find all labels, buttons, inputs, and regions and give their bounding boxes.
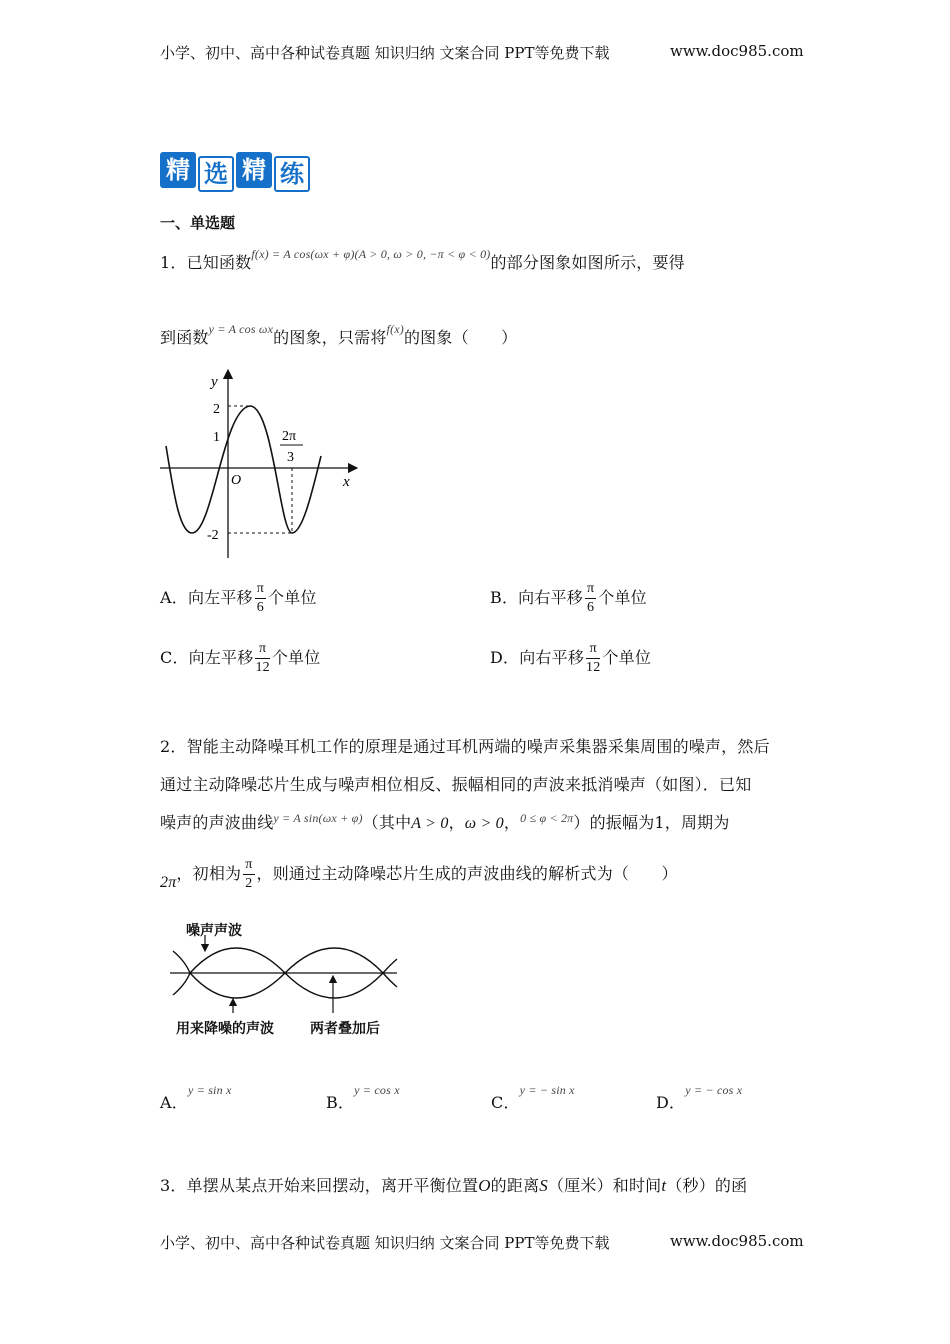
q2-line3-prefix: 噪声的声波曲线 <box>160 813 274 832</box>
q1-option-b-frac <box>585 582 596 615</box>
header-text: 小学、初中、高中各种试卷真题 知识归纳 文案合同 PPT等免费下载 <box>160 44 610 62</box>
y-label: y <box>211 374 218 390</box>
tick-2: 2 <box>213 402 220 417</box>
footer-url: www.doc985.com <box>670 1232 804 1250</box>
q1-option-c-pre: C．向左平移 <box>160 648 254 667</box>
q1-option-c-post: 个单位 <box>271 648 321 667</box>
q2-option-d-label: D． <box>656 1093 686 1112</box>
q1-option-a-post: 个单位 <box>268 588 317 607</box>
frac-den: 12 <box>255 660 270 675</box>
q1-fx: f(x) <box>386 322 404 336</box>
q2-line3 <box>160 810 730 833</box>
q1-option-b-pre: B．向右平移 <box>490 588 583 607</box>
q2-line3-a: （其中 <box>362 813 412 832</box>
q2-option-c-label: C． <box>491 1093 520 1112</box>
tick-neg2: -2 <box>207 528 219 543</box>
q1-line1 <box>160 247 685 273</box>
frac-num: π <box>586 642 600 659</box>
badge-char-1: 精 <box>160 152 196 188</box>
frac-den: 6 <box>587 600 595 615</box>
q1-suffix: 的部分图象如图所示，要得 <box>490 253 685 272</box>
q3-o: O <box>478 1176 491 1195</box>
q3-c: （厘米）和时间 <box>547 1176 662 1195</box>
q1-option-b-post: 个单位 <box>598 588 647 607</box>
q1-prefix: 1．已知函数 <box>160 253 252 272</box>
q3-line1 <box>160 1173 747 1196</box>
q1-option-a-frac <box>255 582 266 615</box>
footer-text: 小学、初中、高中各种试卷真题 知识归纳 文案合同 PPT等免费下载 <box>160 1234 610 1252</box>
q1-target: y = A cos ωx <box>208 322 274 336</box>
q3-b: 的距离 <box>490 1176 540 1195</box>
q2-line3-b: ）的振幅为1，周期为 <box>573 813 730 832</box>
q1-option-c-frac <box>255 642 269 675</box>
frac-den: 6 <box>256 600 264 615</box>
q2-curve: y = A sin(ωx + φ) <box>273 811 363 825</box>
origin-label: O <box>231 473 242 488</box>
q2-option-d-expr: y = − cos x <box>685 1083 743 1097</box>
badge-char-4: 练 <box>274 156 310 192</box>
q1-line2-prefix: 到函数 <box>160 328 209 347</box>
q2-cond1: A > 0 <box>411 815 449 832</box>
x-label: x <box>343 474 350 490</box>
label-noise-wave: 噪声声波 <box>186 923 242 939</box>
q2-wave-figure <box>165 935 405 1020</box>
q2-comma-2: ， <box>503 813 521 832</box>
q2-option-a-expr: y = sin x <box>187 1083 232 1097</box>
q1-line2 <box>160 322 518 348</box>
q2-phase-frac <box>243 858 254 891</box>
q1-option-d-post: 个单位 <box>602 648 652 667</box>
q2-line2: 通过主动降噪芯片生成与噪声相位相反、振幅相同的声波来抵消噪声（如图）．已知 <box>160 775 752 794</box>
q2-line4-b: ，则通过主动降噪芯片生成的声波曲线的解析式为（ ） <box>256 864 678 883</box>
label-cancel-wave: 用来降噪的声波 <box>176 1021 274 1037</box>
q2-cond3: 0 ≤ φ < 2π <box>520 811 574 825</box>
tick-1: 1 <box>213 430 220 445</box>
q2-cond2: ω > 0 <box>464 815 504 832</box>
frac-den: 12 <box>586 660 601 675</box>
q2-option-c-expr: y = − sin x <box>519 1083 575 1097</box>
frac-num: π <box>255 642 269 659</box>
q2-option-d[interactable] <box>656 1083 743 1113</box>
section-badge <box>160 152 312 192</box>
frac-num: π <box>255 582 266 599</box>
q1-option-a-pre: A．向左平移 <box>160 588 253 607</box>
q2-option-c[interactable] <box>491 1083 575 1113</box>
q3-t: t <box>661 1176 667 1195</box>
header-url: www.doc985.com <box>670 42 804 60</box>
q3-a: 3．单摆从某点开始来回摆动，离开平衡位置 <box>160 1176 479 1195</box>
q1-line2-mid: 的图象，只需将 <box>273 328 387 347</box>
frac-num: π <box>585 582 596 599</box>
q2-line4 <box>160 858 678 891</box>
label-sum-wave: 两者叠加后 <box>310 1021 380 1037</box>
q1-line2-suffix: 的图象（ ） <box>403 328 518 347</box>
q1-option-c[interactable] <box>160 642 320 675</box>
x-mark-num: 2π <box>282 429 297 444</box>
q2-option-a-label: A． <box>160 1093 188 1112</box>
q2-line1: 2．智能主动降噪耳机工作的原理是通过耳机两端的噪声采集器采集周围的噪声，然后 <box>160 737 770 756</box>
q1-option-d-pre: D．向右平移 <box>490 648 585 667</box>
badge-char-3: 精 <box>236 152 272 188</box>
q1-option-d[interactable] <box>490 642 651 675</box>
q2-comma-1: ， <box>448 813 465 832</box>
q1-option-d-frac <box>586 642 600 675</box>
q2-option-b-expr: y = cos x <box>354 1083 400 1097</box>
frac-den: 2 <box>245 876 253 891</box>
q1-option-b[interactable] <box>490 582 647 615</box>
q1-option-a[interactable] <box>160 582 317 615</box>
q1-function: f(x) = A cos(ωx + φ)(A > 0, ω > 0, −π < φ < 0) <box>251 247 491 261</box>
q2-period: 2π <box>160 874 177 891</box>
q2-option-a[interactable] <box>160 1083 232 1113</box>
frac-num: π <box>243 858 254 875</box>
q2-option-b[interactable] <box>326 1083 400 1113</box>
cosine-curve <box>166 406 321 533</box>
q1-graph <box>155 368 365 568</box>
q2-line4-a: ，初相为 <box>176 864 242 883</box>
x-mark-den: 3 <box>287 450 294 465</box>
q3-d: （秒）的函 <box>666 1176 748 1195</box>
badge-char-2: 选 <box>198 156 234 192</box>
section-title: 一、单选题 <box>160 214 236 232</box>
q3-s: S <box>539 1176 548 1195</box>
q2-option-b-label: B． <box>326 1093 355 1112</box>
